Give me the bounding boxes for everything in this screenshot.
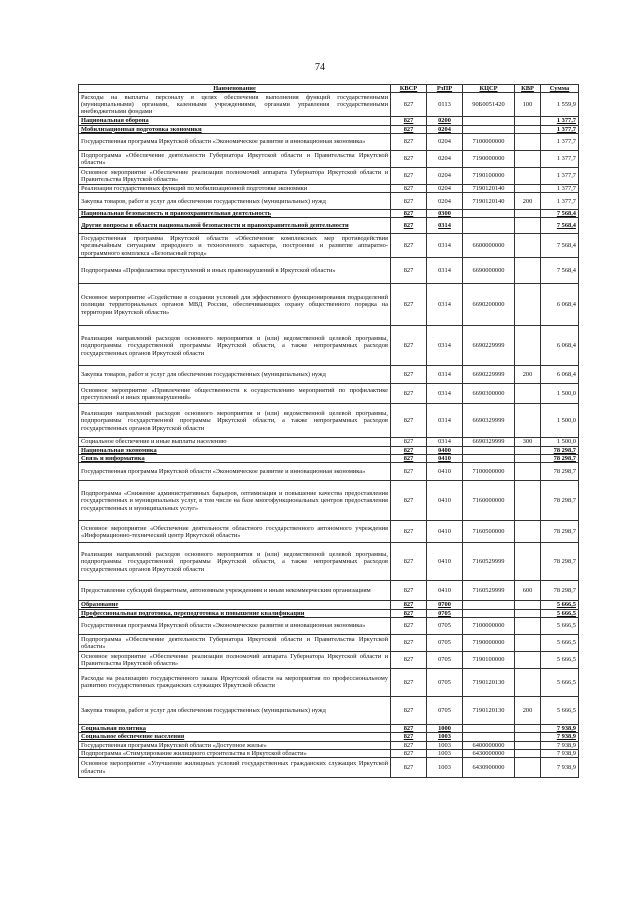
row-kvsr: 827	[391, 184, 427, 192]
row-sum: 1 559,9	[541, 93, 579, 117]
row-sum: 7 938,9	[541, 741, 579, 749]
row-kcsr: 90Б0051420	[463, 93, 515, 117]
row-kvsr: 827	[391, 668, 427, 696]
row-kcsr	[463, 733, 515, 741]
row-name: Подпрограмма «Стимулирование жилищного строительства в Иркутской области»	[79, 749, 391, 757]
row-sum: 7 938,9	[541, 724, 579, 732]
row-kvr	[515, 218, 541, 234]
row-rzpr: 0700	[427, 601, 463, 609]
row-kvsr: 827	[391, 741, 427, 749]
row-name: Расходы на выплаты персоналу в целях обеспечения выполнения функций государственными (муниципальными) органами, казенными учреждениями, органами управления государственными внебюджетными фондами	[79, 93, 391, 117]
row-kvsr: 827	[391, 543, 427, 581]
row-kvr	[515, 446, 541, 454]
table-row	[79, 167, 579, 184]
budget-table	[78, 84, 579, 778]
table-row	[79, 117, 579, 125]
row-sum: 5 666,5	[541, 634, 579, 651]
row-kcsr: 7100000000	[463, 133, 515, 150]
row-name: Образование	[79, 601, 391, 609]
row-rzpr: 0314	[427, 218, 463, 234]
row-sum: 7 938,9	[541, 733, 579, 741]
table-row	[79, 366, 579, 384]
row-sum: 78 298,7	[541, 463, 579, 481]
table-row	[79, 696, 579, 724]
row-kvsr: 827	[391, 117, 427, 125]
row-name: Реализация направлений расходов основного мероприятия и (или) ведомственной целевой программы, подпрограммы государственной программы Иркутской области, а также непрограммных расходов государственных органов Иркутской области	[79, 404, 391, 438]
row-kvsr: 827	[391, 284, 427, 326]
row-rzpr: 0410	[427, 521, 463, 543]
row-name: Основное мероприятие «Обеспечение деятельности областного государственного автономного учреждения «Информационно-технический центр Иркутской области»	[79, 521, 391, 543]
row-sum: 7 938,9	[541, 749, 579, 757]
table-row	[79, 184, 579, 192]
row-kvr	[515, 758, 541, 778]
row-kcsr: 7190000000	[463, 634, 515, 651]
row-kvr	[515, 133, 541, 150]
row-kvsr: 827	[391, 193, 427, 210]
row-sum: 6 068,4	[541, 366, 579, 384]
row-name: Государственная программа Иркутской области «Доступное жилье»	[79, 741, 391, 749]
row-name: Профессиональная подготовка, переподготовка и повышение квалификации	[79, 609, 391, 617]
row-sum: 7 568,4	[541, 258, 579, 284]
row-kcsr: 6690229999	[463, 366, 515, 384]
row-kvr	[515, 117, 541, 125]
row-kvsr: 827	[391, 258, 427, 284]
row-kcsr	[463, 218, 515, 234]
table-row	[79, 581, 579, 601]
row-kvr	[515, 463, 541, 481]
row-rzpr: 0314	[427, 234, 463, 258]
row-kcsr: 6400000000	[463, 741, 515, 749]
row-kcsr: 7100000000	[463, 463, 515, 481]
row-kcsr: 7160529999	[463, 543, 515, 581]
row-rzpr: 1003	[427, 749, 463, 757]
row-kcsr	[463, 117, 515, 125]
row-sum: 5 666,5	[541, 651, 579, 668]
row-kcsr: 7160500000	[463, 521, 515, 543]
table-row	[79, 455, 579, 463]
row-name: Подпрограмма «Обеспечение деятельности Губернатора Иркутской области и Правительства Иркутской области»	[79, 634, 391, 651]
table-row	[79, 634, 579, 651]
row-sum: 5 666,5	[541, 696, 579, 724]
row-kcsr: 6690329999	[463, 438, 515, 446]
row-kvr	[515, 167, 541, 184]
table-row	[79, 133, 579, 150]
row-sum: 5 666,5	[541, 601, 579, 609]
row-sum: 7 568,4	[541, 234, 579, 258]
row-rzpr: 0410	[427, 455, 463, 463]
row-kvsr: 827	[391, 218, 427, 234]
row-kvsr: 827	[391, 167, 427, 184]
row-name: Подпрограмма «Профилактика преступлений и иных правонарушений в Иркутской области»	[79, 258, 391, 284]
row-name: Закупка товаров, работ и услуг для обеспечения государственных (муниципальных) нужд	[79, 696, 391, 724]
row-kvr	[515, 749, 541, 757]
table-row	[79, 668, 579, 696]
row-rzpr: 0314	[427, 366, 463, 384]
row-kvsr: 827	[391, 125, 427, 133]
table-row	[79, 218, 579, 234]
row-sum: 7 938,9	[541, 758, 579, 778]
row-rzpr: 1003	[427, 733, 463, 741]
row-sum: 1 377,7	[541, 117, 579, 125]
row-kvsr: 827	[391, 150, 427, 167]
row-rzpr: 0705	[427, 634, 463, 651]
row-kcsr: 7160529999	[463, 581, 515, 601]
row-kcsr: 7190120130	[463, 696, 515, 724]
row-kvr	[515, 210, 541, 218]
row-name: Реализация направлений расходов основного мероприятия и (или) ведомственной целевой программы, подпрограммы государственной программы Иркутской области, а также непрограммных расходов государственных органов Иркутской области	[79, 543, 391, 581]
row-kvr	[515, 150, 541, 167]
row-kvsr: 827	[391, 724, 427, 732]
row-rzpr: 0200	[427, 117, 463, 125]
row-name: Реализация государственных функций по мобилизационной подготовке экономики	[79, 184, 391, 192]
row-sum: 78 298,7	[541, 521, 579, 543]
row-kvr	[515, 617, 541, 634]
row-kvsr: 827	[391, 93, 427, 117]
row-kvsr: 827	[391, 733, 427, 741]
header-sum: Сумма	[541, 85, 579, 93]
row-kcsr: 6690200000	[463, 284, 515, 326]
row-kvsr: 827	[391, 404, 427, 438]
row-kcsr: 7190120140	[463, 193, 515, 210]
row-kvsr: 827	[391, 438, 427, 446]
row-name: Другие вопросы в области национальной безопасности и правоохранительной деятельности	[79, 218, 391, 234]
row-kcsr	[463, 601, 515, 609]
row-sum: 1 377,7	[541, 150, 579, 167]
row-rzpr: 0314	[427, 404, 463, 438]
row-kcsr: 6430900000	[463, 758, 515, 778]
row-sum: 1 500,0	[541, 438, 579, 446]
row-kvsr: 827	[391, 758, 427, 778]
row-kcsr: 7190120140	[463, 184, 515, 192]
row-kvr: 200	[515, 696, 541, 724]
table-row	[79, 617, 579, 634]
row-kvsr: 827	[391, 521, 427, 543]
row-kcsr	[463, 724, 515, 732]
row-kvsr: 827	[391, 696, 427, 724]
row-kvsr: 827	[391, 384, 427, 404]
row-sum: 7 568,4	[541, 218, 579, 234]
header-kvsr: КВСР	[391, 85, 427, 93]
row-kvr	[515, 184, 541, 192]
row-name: Закупка товаров, работ и услуг для обеспечения государственных (муниципальных) нужд	[79, 366, 391, 384]
row-name: Основное мероприятие «Обеспечение реализации полномочий аппарата Губернатора Иркутской области и Правительства Иркутской области»	[79, 651, 391, 668]
row-rzpr: 0204	[427, 167, 463, 184]
row-rzpr: 0314	[427, 384, 463, 404]
header-kvr: КВР	[515, 85, 541, 93]
row-sum: 1 377,7	[541, 184, 579, 192]
row-kcsr: 6600000000	[463, 234, 515, 258]
row-kcsr: 7190100000	[463, 651, 515, 668]
row-kvsr: 827	[391, 234, 427, 258]
row-rzpr: 0705	[427, 609, 463, 617]
row-kcsr	[463, 455, 515, 463]
table-row	[79, 601, 579, 609]
row-kvr: 200	[515, 366, 541, 384]
row-kvr	[515, 733, 541, 741]
row-kvr	[515, 668, 541, 696]
row-sum: 78 298,7	[541, 455, 579, 463]
row-rzpr: 0300	[427, 210, 463, 218]
row-kcsr: 7190100000	[463, 167, 515, 184]
row-sum: 6 068,4	[541, 284, 579, 326]
row-sum: 78 298,7	[541, 543, 579, 581]
row-name: Связь и информатика	[79, 455, 391, 463]
table-row	[79, 384, 579, 404]
row-kcsr: 6690000000	[463, 258, 515, 284]
row-rzpr: 0410	[427, 581, 463, 601]
table-row	[79, 609, 579, 617]
row-rzpr: 1003	[427, 741, 463, 749]
row-kvsr: 827	[391, 133, 427, 150]
header-rzpr: РзПР	[427, 85, 463, 93]
row-kvr	[515, 741, 541, 749]
row-name: Основное мероприятие «Привлечение общественности к осуществлению мероприятий по профилактике преступлений и иных правонарушений»	[79, 384, 391, 404]
row-name: Мобилизационная подготовка экономики	[79, 125, 391, 133]
row-name: Социальное обеспечение населения	[79, 733, 391, 741]
row-kcsr: 6690300000	[463, 384, 515, 404]
row-kvsr: 827	[391, 609, 427, 617]
row-name: Закупка товаров, работ и услуг для обеспечения государственных (муниципальных) нужд	[79, 193, 391, 210]
row-rzpr: 0705	[427, 668, 463, 696]
table-row	[79, 758, 579, 778]
table-row	[79, 446, 579, 454]
row-sum: 6 068,4	[541, 326, 579, 366]
row-sum: 78 298,7	[541, 581, 579, 601]
table-row	[79, 210, 579, 218]
row-rzpr: 0314	[427, 326, 463, 366]
table-row	[79, 463, 579, 481]
row-name: Основное мероприятие «Улучшение жилищных условий государственных гражданских служащих Иркутской области»	[79, 758, 391, 778]
row-kcsr: 7100000000	[463, 617, 515, 634]
row-kvr	[515, 481, 541, 521]
row-name: Национальная безопасность и правоохранительная деятельность	[79, 210, 391, 218]
row-rzpr: 0705	[427, 651, 463, 668]
row-rzpr: 0314	[427, 258, 463, 284]
row-sum: 5 666,5	[541, 609, 579, 617]
table-row	[79, 724, 579, 732]
row-name: Подпрограмма «Обеспечение деятельности Губернатора Иркутской области и Правительства Иркутской области»	[79, 150, 391, 167]
table-header-row	[79, 85, 579, 93]
row-kcsr: 6690229999	[463, 326, 515, 366]
row-name: Основное мероприятие «Содействие в создании условий для эффективного функционирования подразделений полиции территориальных органов МВД России, обеспечивающих охрану общественного порядка на территории Иркутской области»	[79, 284, 391, 326]
row-name: Подпрограмма «Снижение административных барьеров, оптимизация и повышение качества предоставления государственных и муниципальных услуг, в том числе на базе многофункциональных центров предоставления государственных и муниципальных услуг»	[79, 481, 391, 521]
row-kcsr: 6690329999	[463, 404, 515, 438]
row-kvr	[515, 284, 541, 326]
row-kvsr: 827	[391, 749, 427, 757]
row-kvr	[515, 601, 541, 609]
row-rzpr: 0705	[427, 696, 463, 724]
row-name: Государственная программа Иркутской области «Экономическое развитие и инновационная экономика»	[79, 133, 391, 150]
row-kcsr: 7160000000	[463, 481, 515, 521]
row-rzpr: 0410	[427, 543, 463, 581]
row-rzpr: 0314	[427, 284, 463, 326]
row-kcsr: 6430000000	[463, 749, 515, 757]
table-row	[79, 741, 579, 749]
row-kvr: 300	[515, 438, 541, 446]
row-kvsr: 827	[391, 210, 427, 218]
row-kvsr: 827	[391, 455, 427, 463]
table-row	[79, 521, 579, 543]
row-sum: 78 298,7	[541, 446, 579, 454]
row-kvr: 200	[515, 193, 541, 210]
row-kvsr: 827	[391, 581, 427, 601]
row-kvr	[515, 404, 541, 438]
table-row	[79, 481, 579, 521]
row-kcsr	[463, 210, 515, 218]
row-kvr	[515, 326, 541, 366]
row-kvr	[515, 543, 541, 581]
row-rzpr: 0314	[427, 438, 463, 446]
row-sum: 78 298,7	[541, 481, 579, 521]
row-kvsr: 827	[391, 634, 427, 651]
row-rzpr: 0204	[427, 193, 463, 210]
row-kvsr: 827	[391, 366, 427, 384]
row-kvr: 600	[515, 581, 541, 601]
row-sum: 7 568,4	[541, 210, 579, 218]
table-row	[79, 234, 579, 258]
row-kvr	[515, 651, 541, 668]
row-kvsr: 827	[391, 463, 427, 481]
row-name: Социальное обеспечение и иные выплаты населению	[79, 438, 391, 446]
row-kvsr: 827	[391, 617, 427, 634]
table-row	[79, 733, 579, 741]
row-kvr	[515, 234, 541, 258]
row-kvr	[515, 521, 541, 543]
row-kvsr: 827	[391, 326, 427, 366]
row-rzpr: 0204	[427, 184, 463, 192]
row-sum: 1 377,7	[541, 133, 579, 150]
row-name: Расходы на реализацию государственного заказа Иркутской области на мероприятия по профессиональному развитию государственных гражданских служащих Иркутской области	[79, 668, 391, 696]
row-rzpr: 0705	[427, 617, 463, 634]
page-number: 74	[315, 62, 325, 73]
header-kcsr: КЦСР	[463, 85, 515, 93]
row-name: Реализация направлений расходов основного мероприятия и (или) ведомственной целевой программы, подпрограммы государственной программы Иркутской области, а также непрограммных расходов государственных органов Иркутской области	[79, 326, 391, 366]
row-kcsr	[463, 125, 515, 133]
table-row	[79, 651, 579, 668]
row-sum: 1 377,7	[541, 125, 579, 133]
row-rzpr: 0410	[427, 463, 463, 481]
table-row	[79, 193, 579, 210]
row-kcsr: 7190120130	[463, 668, 515, 696]
table-row	[79, 749, 579, 757]
row-rzpr: 0204	[427, 133, 463, 150]
row-kvr	[515, 724, 541, 732]
row-sum: 5 666,5	[541, 617, 579, 634]
row-sum: 1 377,7	[541, 167, 579, 184]
row-name: Национальная оборона	[79, 117, 391, 125]
table-row	[79, 404, 579, 438]
table-row	[79, 258, 579, 284]
row-name: Государственная программа Иркутской области «Экономическое развитие и инновационная экономика»	[79, 617, 391, 634]
row-name: Предоставление субсидий бюджетным, автономным учреждениям и иным некоммерческим организациям	[79, 581, 391, 601]
row-name: Основное мероприятие «Обеспечение реализации полномочий аппарата Губернатора Иркутской области и Правительства Иркутской области»	[79, 167, 391, 184]
header-name: Наименование	[79, 85, 391, 93]
table-row	[79, 438, 579, 446]
row-rzpr: 0204	[427, 150, 463, 167]
row-kvsr: 827	[391, 446, 427, 454]
row-sum: 5 666,5	[541, 668, 579, 696]
row-rzpr: 1003	[427, 758, 463, 778]
table-row	[79, 326, 579, 366]
row-rzpr: 0113	[427, 93, 463, 117]
row-kvr: 100	[515, 93, 541, 117]
row-name: Социальная политика	[79, 724, 391, 732]
row-sum: 1 377,7	[541, 193, 579, 210]
row-kvr	[515, 258, 541, 284]
table-row	[79, 93, 579, 117]
row-name: Государственная программа Иркутской области «Экономическое развитие и инновационная экономика»	[79, 463, 391, 481]
row-rzpr: 1000	[427, 724, 463, 732]
row-name: Национальная экономика	[79, 446, 391, 454]
row-kvsr: 827	[391, 481, 427, 521]
row-kvr	[515, 384, 541, 404]
row-kvsr: 827	[391, 601, 427, 609]
row-sum: 1 500,0	[541, 384, 579, 404]
row-sum: 1 500,0	[541, 404, 579, 438]
row-kcsr	[463, 609, 515, 617]
row-kvr	[515, 609, 541, 617]
row-name: Государственная программа Иркутской области «Обеспечение комплексных мер противодействия чрезвычайным ситуациям природного и техногенного характера, построение и развитие аппаратно-программного комплекса «Безопасный город»	[79, 234, 391, 258]
row-kcsr	[463, 446, 515, 454]
row-kvr	[515, 455, 541, 463]
row-rzpr: 0410	[427, 481, 463, 521]
table-row	[79, 125, 579, 133]
row-kcsr: 7190000000	[463, 150, 515, 167]
row-rzpr: 0204	[427, 125, 463, 133]
table-row	[79, 284, 579, 326]
table-body	[79, 93, 579, 778]
row-kvr	[515, 634, 541, 651]
table-row	[79, 543, 579, 581]
row-kvr	[515, 125, 541, 133]
row-rzpr: 0400	[427, 446, 463, 454]
row-kvsr: 827	[391, 651, 427, 668]
table-row	[79, 150, 579, 167]
